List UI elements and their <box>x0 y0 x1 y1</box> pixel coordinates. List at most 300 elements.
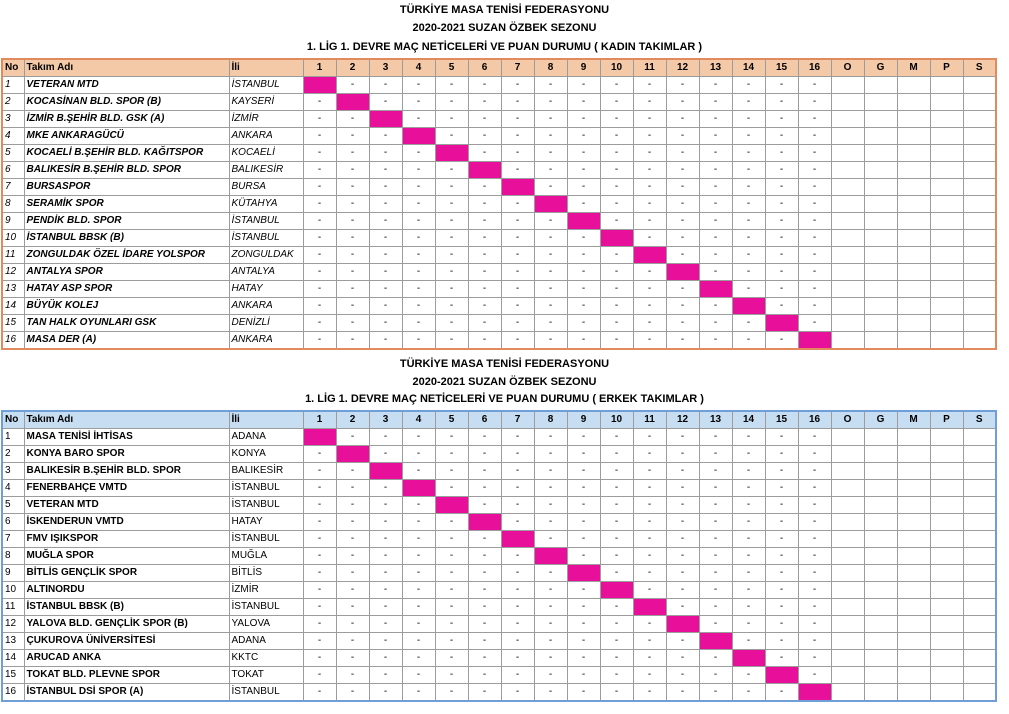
col-header-12: 12 <box>666 59 699 77</box>
match-result-cell: - <box>567 650 600 667</box>
stat-cell-p <box>930 548 963 565</box>
team-name: MASA TENİSİ İHTİSAS <box>24 429 229 446</box>
stat-cell-o <box>831 213 864 230</box>
stat-cell-m <box>897 213 930 230</box>
match-result-cell: - <box>633 264 666 281</box>
stat-cell-g <box>864 599 897 616</box>
match-result-cell: - <box>666 667 699 684</box>
match-result-cell: - <box>402 315 435 332</box>
match-result-cell: - <box>468 633 501 650</box>
team-city: İSTANBUL <box>229 599 303 616</box>
match-result-cell: - <box>435 667 468 684</box>
stat-cell-p <box>930 667 963 684</box>
match-result-cell: - <box>501 480 534 497</box>
match-result-cell: - <box>534 463 567 480</box>
stat-cell-g <box>864 616 897 633</box>
match-result-cell: - <box>666 650 699 667</box>
row-number: 5 <box>2 145 24 162</box>
stat-cell-m <box>897 332 930 350</box>
match-result-cell: - <box>534 162 567 179</box>
match-result-cell: - <box>369 667 402 684</box>
row-number: 6 <box>2 514 24 531</box>
match-result-cell: - <box>600 111 633 128</box>
match-result-cell: - <box>666 230 699 247</box>
match-result-cell: - <box>468 667 501 684</box>
match-result-cell: - <box>666 429 699 446</box>
match-result-cell: - <box>369 684 402 702</box>
match-result-cell: - <box>336 162 369 179</box>
self-match-cell <box>468 514 501 531</box>
stat-cell-m <box>897 565 930 582</box>
col-header-7: 7 <box>501 59 534 77</box>
team-city: DENİZLİ <box>229 315 303 332</box>
match-result-cell: - <box>699 497 732 514</box>
team-city: İSTANBUL <box>229 684 303 702</box>
stat-cell-m <box>897 446 930 463</box>
row-number: 4 <box>2 128 24 145</box>
match-result-cell: - <box>798 650 831 667</box>
team-name: MASA DER (A) <box>24 332 229 350</box>
team-city: İSTANBUL <box>229 230 303 247</box>
row-number: 12 <box>2 616 24 633</box>
self-match-cell <box>501 179 534 196</box>
match-result-cell: - <box>534 281 567 298</box>
self-match-cell <box>567 213 600 230</box>
match-result-cell: - <box>699 548 732 565</box>
match-result-cell: - <box>732 281 765 298</box>
col-header-8: 8 <box>534 59 567 77</box>
match-result-cell: - <box>336 599 369 616</box>
stat-cell-m <box>897 281 930 298</box>
stat-cell-p <box>930 531 963 548</box>
match-result-cell: - <box>798 531 831 548</box>
match-result-cell: - <box>369 616 402 633</box>
row-number: 13 <box>2 633 24 650</box>
match-result-cell: - <box>699 213 732 230</box>
match-result-cell: - <box>468 332 501 350</box>
stat-cell-p <box>930 429 963 446</box>
match-result-cell: - <box>468 599 501 616</box>
match-result-cell: - <box>798 446 831 463</box>
self-match-cell <box>600 582 633 599</box>
stat-cell-p <box>930 128 963 145</box>
match-result-cell: - <box>600 565 633 582</box>
team-name: SERAMİK SPOR <box>24 196 229 213</box>
row-number: 2 <box>2 446 24 463</box>
col-header-16: 16 <box>798 59 831 77</box>
stat-cell-m <box>897 128 930 145</box>
men-season-title: 2020-2021 SUZAN ÖZBEK SEZONU <box>412 376 597 388</box>
match-result-cell: - <box>699 196 732 213</box>
match-result-cell: - <box>534 332 567 350</box>
row-number: 5 <box>2 497 24 514</box>
col-header-10: 10 <box>600 411 633 429</box>
match-result-cell: - <box>435 650 468 667</box>
match-result-cell: - <box>534 213 567 230</box>
match-result-cell: - <box>303 565 336 582</box>
match-result-cell: - <box>369 531 402 548</box>
col-header-city: İli <box>229 411 303 429</box>
stat-cell-m <box>897 77 930 94</box>
row-number: 16 <box>2 684 24 702</box>
self-match-cell <box>369 463 402 480</box>
match-result-cell: - <box>600 196 633 213</box>
stat-cell-g <box>864 128 897 145</box>
match-result-cell: - <box>534 145 567 162</box>
stat-cell-g <box>864 162 897 179</box>
row-number: 8 <box>2 548 24 565</box>
match-result-cell: - <box>402 77 435 94</box>
match-result-cell: - <box>567 145 600 162</box>
match-result-cell: - <box>600 332 633 350</box>
col-header-team: Takım Adı <box>24 59 229 77</box>
match-result-cell: - <box>600 128 633 145</box>
match-result-cell: - <box>633 281 666 298</box>
team-city: İZMİR <box>229 582 303 599</box>
match-result-cell: - <box>369 128 402 145</box>
self-match-cell <box>666 616 699 633</box>
col-header-s: S <box>963 59 996 77</box>
match-result-cell: - <box>633 111 666 128</box>
match-result-cell: - <box>732 332 765 350</box>
stat-cell-s <box>963 582 996 599</box>
self-match-cell <box>435 497 468 514</box>
match-result-cell: - <box>567 128 600 145</box>
col-header-13: 13 <box>699 411 732 429</box>
stat-cell-s <box>963 111 996 128</box>
col-header-no: No <box>2 59 24 77</box>
row-number: 7 <box>2 531 24 548</box>
match-result-cell: - <box>765 298 798 315</box>
match-result-cell: - <box>369 281 402 298</box>
match-result-cell: - <box>303 196 336 213</box>
match-result-cell: - <box>633 315 666 332</box>
match-result-cell: - <box>600 94 633 111</box>
match-result-cell: - <box>534 684 567 702</box>
match-result-cell: - <box>567 94 600 111</box>
team-name: HATAY ASP SPOR <box>24 281 229 298</box>
match-result-cell: - <box>303 179 336 196</box>
team-name: PENDİK BLD. SPOR <box>24 213 229 230</box>
stat-cell-p <box>930 145 963 162</box>
match-result-cell: - <box>402 213 435 230</box>
match-result-cell: - <box>468 77 501 94</box>
match-result-cell: - <box>534 247 567 264</box>
match-result-cell: - <box>435 230 468 247</box>
match-result-cell: - <box>402 179 435 196</box>
match-result-cell: - <box>798 633 831 650</box>
stat-cell-s <box>963 429 996 446</box>
match-result-cell: - <box>336 463 369 480</box>
match-result-cell: - <box>534 179 567 196</box>
stat-cell-o <box>831 179 864 196</box>
match-result-cell: - <box>402 281 435 298</box>
match-result-cell: - <box>765 179 798 196</box>
match-result-cell: - <box>699 599 732 616</box>
stat-cell-g <box>864 565 897 582</box>
match-result-cell: - <box>666 298 699 315</box>
stat-cell-s <box>963 179 996 196</box>
col-header-2: 2 <box>336 411 369 429</box>
match-result-cell: - <box>303 264 336 281</box>
team-city: BİTLİS <box>229 565 303 582</box>
col-header-no: No <box>2 411 24 429</box>
match-result-cell: - <box>435 582 468 599</box>
self-match-cell <box>534 548 567 565</box>
match-result-cell: - <box>765 599 798 616</box>
table-row <box>2 179 996 196</box>
table-row <box>2 446 996 463</box>
match-result-cell: - <box>765 145 798 162</box>
match-result-cell: - <box>303 514 336 531</box>
match-result-cell: - <box>567 480 600 497</box>
match-result-cell: - <box>765 514 798 531</box>
match-result-cell: - <box>369 315 402 332</box>
team-name: BÜYÜK KOLEJ <box>24 298 229 315</box>
match-result-cell: - <box>336 196 369 213</box>
team-name: ZONGULDAK ÖZEL İDARE YOLSPOR <box>24 247 229 264</box>
match-result-cell: - <box>534 480 567 497</box>
match-result-cell: - <box>468 247 501 264</box>
match-result-cell: - <box>402 111 435 128</box>
match-result-cell: - <box>501 162 534 179</box>
match-result-cell: - <box>600 548 633 565</box>
match-result-cell: - <box>303 446 336 463</box>
match-result-cell: - <box>567 264 600 281</box>
match-result-cell: - <box>501 332 534 350</box>
match-result-cell: - <box>600 531 633 548</box>
match-result-cell: - <box>336 633 369 650</box>
stat-cell-s <box>963 94 996 111</box>
table-row <box>2 298 996 315</box>
self-match-cell <box>600 230 633 247</box>
match-result-cell: - <box>336 429 369 446</box>
row-number: 14 <box>2 298 24 315</box>
stat-cell-s <box>963 332 996 350</box>
match-result-cell: - <box>336 480 369 497</box>
match-result-cell: - <box>732 616 765 633</box>
self-match-cell <box>402 480 435 497</box>
match-result-cell: - <box>600 315 633 332</box>
match-result-cell: - <box>600 480 633 497</box>
match-result-cell: - <box>600 213 633 230</box>
match-result-cell: - <box>501 514 534 531</box>
row-number: 1 <box>2 429 24 446</box>
match-result-cell: - <box>798 480 831 497</box>
stat-cell-g <box>864 446 897 463</box>
match-result-cell: - <box>699 480 732 497</box>
col-header-16: 16 <box>798 411 831 429</box>
match-result-cell: - <box>633 213 666 230</box>
match-result-cell: - <box>732 565 765 582</box>
stat-cell-p <box>930 582 963 599</box>
match-result-cell: - <box>666 480 699 497</box>
team-city: İSTANBUL <box>229 480 303 497</box>
stat-cell-g <box>864 111 897 128</box>
match-result-cell: - <box>732 667 765 684</box>
match-result-cell: - <box>732 77 765 94</box>
col-header-5: 5 <box>435 59 468 77</box>
match-result-cell: - <box>699 531 732 548</box>
col-header-g: G <box>864 411 897 429</box>
match-result-cell: - <box>567 667 600 684</box>
stat-cell-o <box>831 446 864 463</box>
match-result-cell: - <box>732 94 765 111</box>
table-row <box>2 531 996 548</box>
match-result-cell: - <box>765 497 798 514</box>
stat-cell-s <box>963 77 996 94</box>
match-result-cell: - <box>765 77 798 94</box>
match-result-cell: - <box>633 298 666 315</box>
match-result-cell: - <box>666 582 699 599</box>
match-result-cell: - <box>699 315 732 332</box>
match-result-cell: - <box>369 650 402 667</box>
match-result-cell: - <box>369 565 402 582</box>
match-result-cell: - <box>435 179 468 196</box>
match-result-cell: - <box>435 196 468 213</box>
match-result-cell: - <box>468 582 501 599</box>
match-result-cell: - <box>798 429 831 446</box>
stat-cell-m <box>897 616 930 633</box>
stat-cell-o <box>831 480 864 497</box>
row-number: 11 <box>2 599 24 616</box>
match-result-cell: - <box>534 582 567 599</box>
stat-cell-o <box>831 565 864 582</box>
row-number: 7 <box>2 179 24 196</box>
stat-cell-g <box>864 179 897 196</box>
match-result-cell: - <box>567 298 600 315</box>
table-row <box>2 514 996 531</box>
match-result-cell: - <box>666 213 699 230</box>
stat-cell-o <box>831 94 864 111</box>
match-result-cell: - <box>369 77 402 94</box>
match-result-cell: - <box>633 332 666 350</box>
team-city: YALOVA <box>229 616 303 633</box>
match-result-cell: - <box>501 497 534 514</box>
stat-cell-m <box>897 298 930 315</box>
match-result-cell: - <box>633 145 666 162</box>
match-result-cell: - <box>435 429 468 446</box>
women-season-title: 2020-2021 SUZAN ÖZBEK SEZONU <box>412 22 597 34</box>
match-result-cell: - <box>303 633 336 650</box>
stat-cell-p <box>930 650 963 667</box>
match-result-cell: - <box>468 429 501 446</box>
match-result-cell: - <box>567 633 600 650</box>
match-result-cell: - <box>732 497 765 514</box>
match-result-cell: - <box>633 667 666 684</box>
match-result-cell: - <box>633 548 666 565</box>
match-result-cell: - <box>369 480 402 497</box>
match-result-cell: - <box>732 247 765 264</box>
col-header-13: 13 <box>699 59 732 77</box>
team-city: BALIKESİR <box>229 463 303 480</box>
self-match-cell <box>567 565 600 582</box>
match-result-cell: - <box>435 264 468 281</box>
table-row <box>2 281 996 298</box>
match-result-cell: - <box>501 196 534 213</box>
match-result-cell: - <box>699 247 732 264</box>
match-result-cell: - <box>765 480 798 497</box>
self-match-cell <box>699 633 732 650</box>
match-result-cell: - <box>732 145 765 162</box>
stat-cell-m <box>897 315 930 332</box>
match-result-cell: - <box>501 446 534 463</box>
match-result-cell: - <box>468 616 501 633</box>
match-result-cell: - <box>501 145 534 162</box>
match-result-cell: - <box>666 497 699 514</box>
match-result-cell: - <box>303 463 336 480</box>
match-result-cell: - <box>402 514 435 531</box>
match-result-cell: - <box>336 264 369 281</box>
stat-cell-p <box>930 77 963 94</box>
stat-cell-s <box>963 684 996 702</box>
match-result-cell: - <box>402 298 435 315</box>
match-result-cell: - <box>369 213 402 230</box>
team-name: TAN HALK OYUNLARI GSK <box>24 315 229 332</box>
match-result-cell: - <box>699 429 732 446</box>
team-name: MUĞLA SPOR <box>24 548 229 565</box>
match-result-cell: - <box>666 196 699 213</box>
match-result-cell: - <box>798 77 831 94</box>
match-result-cell: - <box>633 162 666 179</box>
col-header-team: Takım Adı <box>24 411 229 429</box>
match-result-cell: - <box>699 616 732 633</box>
match-result-cell: - <box>633 77 666 94</box>
match-result-cell: - <box>567 514 600 531</box>
self-match-cell <box>303 77 336 94</box>
match-result-cell: - <box>567 548 600 565</box>
match-result-cell: - <box>567 497 600 514</box>
team-name: ANTALYA SPOR <box>24 264 229 281</box>
team-name: TOKAT BLD. PLEVNE SPOR <box>24 667 229 684</box>
match-result-cell: - <box>468 196 501 213</box>
match-result-cell: - <box>369 196 402 213</box>
match-result-cell: - <box>303 128 336 145</box>
match-result-cell: - <box>633 565 666 582</box>
stat-cell-s <box>963 531 996 548</box>
match-result-cell: - <box>699 332 732 350</box>
match-result-cell: - <box>699 94 732 111</box>
match-result-cell: - <box>435 633 468 650</box>
team-name: KOCAELİ B.ŞEHİR BLD. KAĞITSPOR <box>24 145 229 162</box>
match-result-cell: - <box>336 179 369 196</box>
match-result-cell: - <box>732 429 765 446</box>
self-match-cell <box>336 94 369 111</box>
row-number: 10 <box>2 230 24 247</box>
match-result-cell: - <box>402 463 435 480</box>
match-result-cell: - <box>798 667 831 684</box>
stat-cell-g <box>864 247 897 264</box>
match-result-cell: - <box>666 162 699 179</box>
stat-cell-s <box>963 298 996 315</box>
match-result-cell: - <box>666 332 699 350</box>
match-result-cell: - <box>732 633 765 650</box>
col-header-6: 6 <box>468 411 501 429</box>
stat-cell-m <box>897 145 930 162</box>
col-header-m: M <box>897 411 930 429</box>
match-result-cell: - <box>765 332 798 350</box>
stat-cell-p <box>930 565 963 582</box>
match-result-cell: - <box>666 548 699 565</box>
stat-cell-o <box>831 633 864 650</box>
col-header-6: 6 <box>468 59 501 77</box>
match-result-cell: - <box>765 196 798 213</box>
match-result-cell: - <box>534 128 567 145</box>
row-number: 15 <box>2 667 24 684</box>
stat-cell-o <box>831 599 864 616</box>
match-result-cell: - <box>501 111 534 128</box>
match-result-cell: - <box>501 94 534 111</box>
